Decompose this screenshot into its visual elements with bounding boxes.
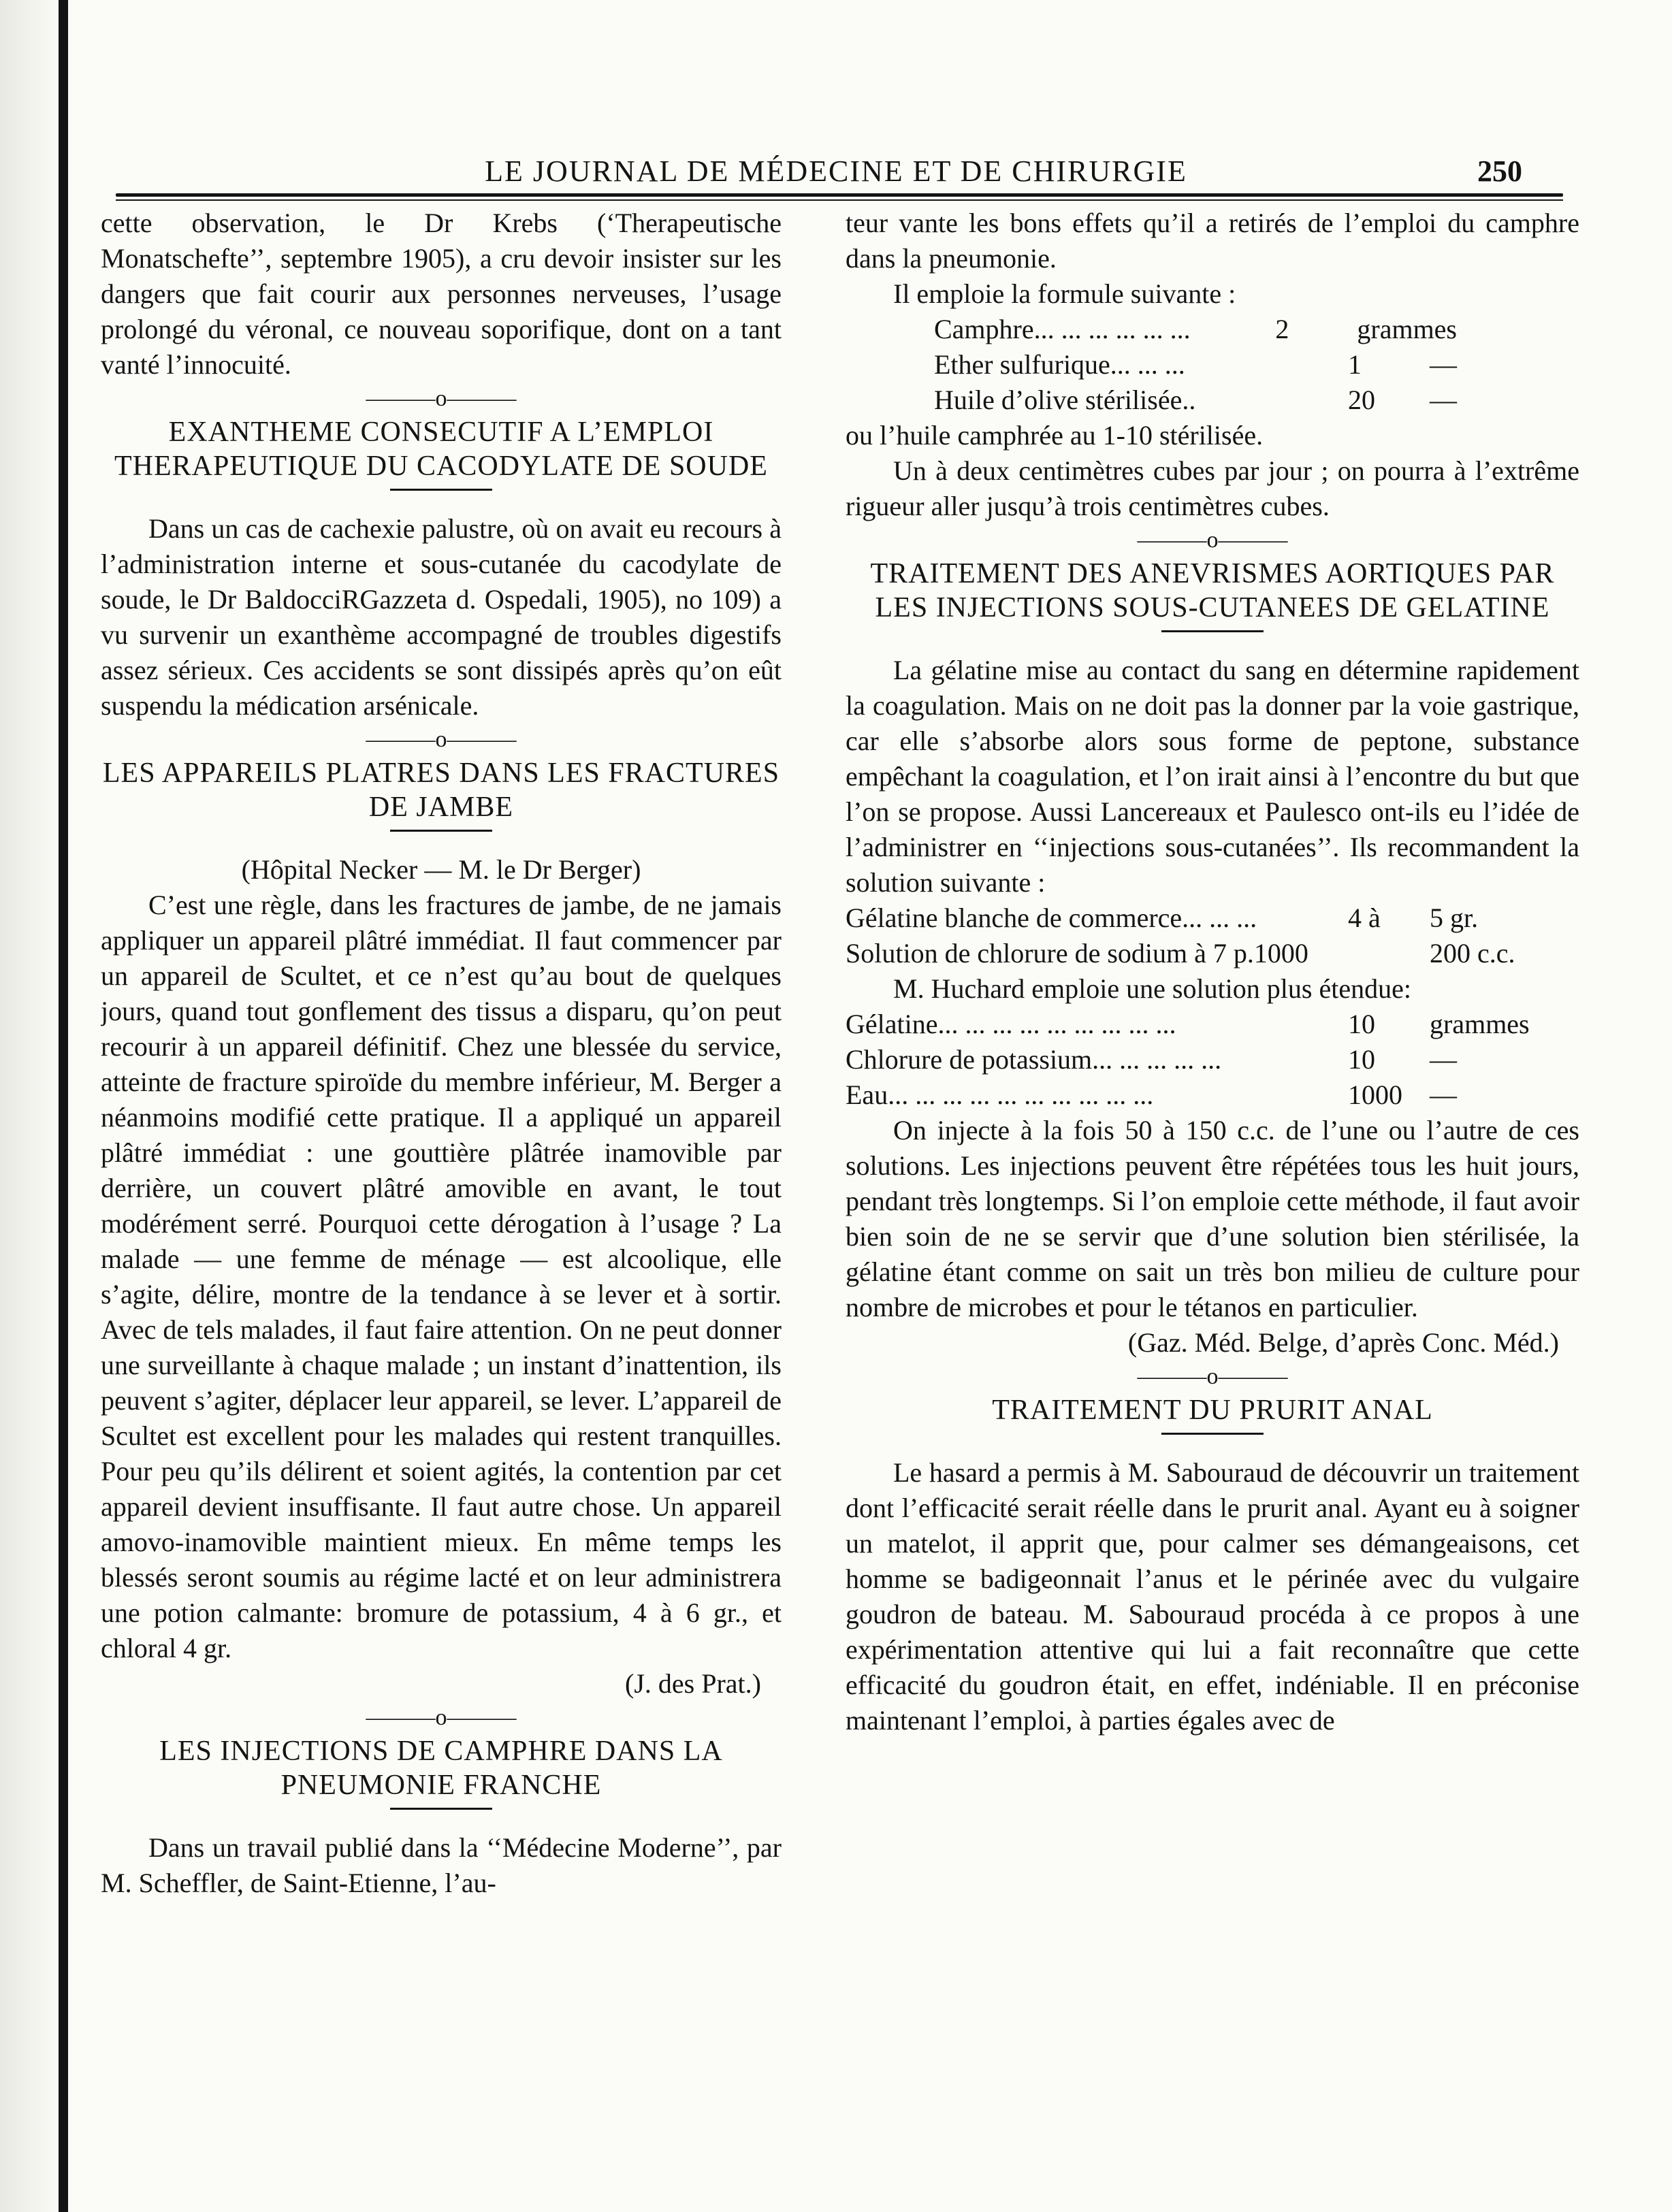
section-separator: ———o——— bbox=[1137, 527, 1288, 553]
camphre-dose: Un à deux centimètres cubes par jour ; on pourra à l’extrême rigueur aller jusqu’à trois centimètres cubes. bbox=[846, 455, 1579, 521]
page-number: 250 bbox=[1477, 154, 1522, 188]
right-column bbox=[846, 206, 1579, 1738]
ingredient-qty: 4 à bbox=[1348, 902, 1381, 933]
solution-line bbox=[846, 1042, 1579, 1077]
solution-line bbox=[846, 936, 1579, 971]
title-underline bbox=[1161, 1433, 1264, 1435]
ingredient-name: Huile d’olive stérilisée.. bbox=[934, 385, 1196, 415]
ingredient-name: Camphre... ... ... ... ... ... bbox=[934, 314, 1191, 344]
formula-line bbox=[846, 383, 1579, 418]
section-body-appareils: C’est une règle, dans les fractures de jambe, de ne jamais appliquer un appareil plâtré immédiat. Il faut commencer par un appareil de Scultet, et ce n’est qu’au bout de quelques jours, quand tout gonflement des tissus a disparu, qu’on peut recourir à un appareil définitif. Chez une blessée du service, atteinte de fracture spiroïde du membre inférieur, M. Berger a néanmoins modifié cette pratique. Il a appliqué un appareil plâtré immédiat : une gouttière plâtrée inamovible par derrière, un couvert plâtré amovible en avant, le tout modérément serré. Pourquoi cette dérogation à l’usage ? La malade — une femme de ménage — est alcoolique, elle s’agite, délire, montre de la tendance à se lever et à sortir. Avec de tels malades, il faut faire attention. On ne peut donner une surveillante à chaque malade ; un instant d’inattention, ils peuvent s’agiter, déplacer leur appareil, se lever. L’appareil de Scultet est excellent pour les malades qui restent tranquilles. Pour peu qu’ils délirent et soient agités, la contention par cet appareil devient insuffisante. Il faut autre chose. Un appareil amovo-inamovible maintient mieux. En même temps les blessés seront soumis au régime lacté et on leur administrera une potion calmante: bromure de potassium, 4 à 6 gr., et chloral 4 gr. bbox=[101, 890, 782, 1663]
ingredient-unit: — bbox=[1430, 1044, 1457, 1075]
ingredient-qty: 1000 bbox=[1348, 1079, 1402, 1110]
header-rule bbox=[116, 193, 1563, 197]
running-title: LE JOURNAL DE MÉDECINE ET DE CHIRURGIE bbox=[485, 154, 1187, 188]
ingredient-unit: — bbox=[1430, 349, 1457, 380]
section-body-anevrismes-2: On injecte à la fois 50 à 150 c.c. de l’une ou l’autre de ces solutions. Les injections peuvent être répétées tous les huit jours, pendant très longtemps. Si l’on emploie cette méthode, il faut avoir bien soin de ne se servir que d’une solution bien stérilisée, la gélatine étant comme on sait un très bon milieu de culture pour nombre de microbes et pour le tétanos en particulier. bbox=[846, 1115, 1579, 1322]
ingredient-qty: 10 bbox=[1348, 1009, 1375, 1039]
section-title-camphre: LES INJECTIONS DE CAMPHRE DANS LA PNEUMONIE FRANCHE bbox=[159, 1736, 723, 1801]
title-underline bbox=[1161, 630, 1264, 632]
section-title-prurit: TRAITEMENT DU PRURIT ANAL bbox=[992, 1395, 1433, 1426]
huchard-intro: M. Huchard emploie une solution plus étendue: bbox=[893, 973, 1411, 1004]
section-source-appareils: (Hôpital Necker — M. le Dr Berger) bbox=[241, 854, 641, 885]
section-separator: ———o——— bbox=[366, 1705, 517, 1730]
section-title-anevrismes: TRAITEMENT DES ANEVRISMES AORTIQUES PAR LES INJECTIONS SOUS-CUTANEES DE GELATINE bbox=[870, 558, 1555, 623]
section-body-exantheme: Dans un cas de cachexie palustre, où on avait eu recours à l’administration interne et sous-cutanée du cacodylate de soude, le Dr BaldocciRGazzeta d. Ospedali, 1905), no 109) a vu survenir un exanthème accompagné de troubles digestifs assez sérieux. Ces accidents se sont dissipés après qu’on eût suspendu la médication arsénicale. bbox=[101, 513, 782, 721]
solution-line bbox=[846, 1007, 1579, 1042]
section-body-anevrismes: La gélatine mise au contact du sang en détermine rapidement la coagulation. Mais on ne doit pas la donner par la voie gastrique, car elle s’absorbe alors sous forme de peptone, substance empêchant la coagulation, et l’on irait ainsi à l’encontre du but que l’on se propose. Aussi Lancereaux et Paulesco ont-ils eu l’idée de l’administrer en ‘‘injections sous-cutanées’’. Ils recommandent la solution suivante : bbox=[846, 655, 1579, 898]
section-ref-anevrismes: (Gaz. Méd. Belge, d’après Conc. Méd.) bbox=[1127, 1327, 1559, 1358]
section-separator: ———o——— bbox=[366, 727, 517, 752]
camphre-alternative: ou l’huile camphrée au 1-10 stérilisée. bbox=[846, 420, 1264, 451]
left-column bbox=[101, 206, 782, 1901]
intro-paragraph: cette observation, le Dr Krebs (‘Therapeutische Monatschefte’’, septembre 1905), a cru devoir insister sur les dangers que fait courir aux personnes nerveuses, l’usage prolongé du véronal, ce nouveau soporifique, dont on a tant vanté l’innocuité. bbox=[101, 208, 782, 380]
section-body-prurit: Le hasard a permis à M. Sabouraud de découvrir un traitement dont l’efficacité serait réelle dans le prurit anal. Ayant eu à soigner un matelot, il apprit que, pour calmer ses démangeaisons, cet homme se badigeonnait l’anus et le périnée avec du vulgaire goudron de bateau. M. Sabouraud procéda à ce propos à une expérimentation attentive qui lui a fait reconnaître que cette efficacité du goudron était, en effet, indéniable. Il en préconise maintenant l’emploi, à parties égales avec de bbox=[846, 1457, 1579, 1736]
ingredient-name: Eau... ... ... ... ... ... ... ... ... ... bbox=[846, 1079, 1154, 1110]
ingredient-unit: 200 c.c. bbox=[1430, 938, 1515, 969]
ingredient-unit: 5 gr. bbox=[1430, 902, 1479, 933]
ingredient-name: Chlorure de potassium... ... ... ... ... bbox=[846, 1044, 1222, 1075]
page-binding-shadow bbox=[0, 0, 82, 2212]
ingredient-unit: — bbox=[1430, 385, 1457, 415]
formula-line bbox=[846, 312, 1579, 347]
ingredient-unit: — bbox=[1430, 1079, 1457, 1110]
formula-line bbox=[846, 347, 1579, 383]
ingredient-name: Ether sulfurique... ... ... bbox=[934, 349, 1185, 380]
ingredient-qty: 1 bbox=[1348, 349, 1362, 380]
title-underline bbox=[390, 489, 492, 491]
ingredient-qty: 2 bbox=[1275, 314, 1289, 344]
ingredient-name: Gélatine... ... ... ... ... ... ... ... ... bbox=[846, 1009, 1176, 1039]
ingredient-unit: grammes bbox=[1430, 1009, 1530, 1039]
title-underline bbox=[390, 1808, 492, 1810]
ingredient-qty: 10 bbox=[1348, 1044, 1375, 1075]
binding-edge-line bbox=[59, 0, 68, 2212]
ingredient-name: Solution de chlorure de sodium à 7 p.1000 bbox=[846, 938, 1308, 969]
title-underline bbox=[390, 830, 492, 832]
page-header bbox=[102, 151, 1570, 192]
solution-line bbox=[846, 900, 1579, 936]
header-rule-thin bbox=[116, 199, 1563, 201]
ingredient-name: Gélatine blanche de commerce... ... ... bbox=[846, 902, 1257, 933]
section-title-exantheme: EXANTHEME CONSECUTIF A L’EMPLOI THERAPEUTIQUE DU CACODYLATE DE SOUDE bbox=[114, 417, 768, 482]
camphre-continuation: teur vante les bons effets qu’il a retirés de l’emploi du camphre dans la pneumonie. bbox=[846, 208, 1579, 274]
camphre-formula-intro: Il emploie la formule suivante : bbox=[893, 278, 1236, 309]
section-title-appareils: LES APPAREILS PLATRES DANS LES FRACTURES DE JAMBE bbox=[102, 758, 780, 823]
section-body-camphre: Dans un travail publié dans la ‘‘Médecine Moderne’’, par M. Scheffler, de Saint-Etienne, l’au- bbox=[101, 1832, 782, 1898]
section-separator: ———o——— bbox=[1137, 1364, 1288, 1389]
ingredient-qty: 20 bbox=[1348, 385, 1375, 415]
section-separator: ———o——— bbox=[366, 386, 517, 411]
section-ref-appareils: (J. des Prat.) bbox=[625, 1668, 761, 1699]
ingredient-unit: grammes bbox=[1357, 314, 1457, 344]
solution-line bbox=[846, 1077, 1579, 1113]
